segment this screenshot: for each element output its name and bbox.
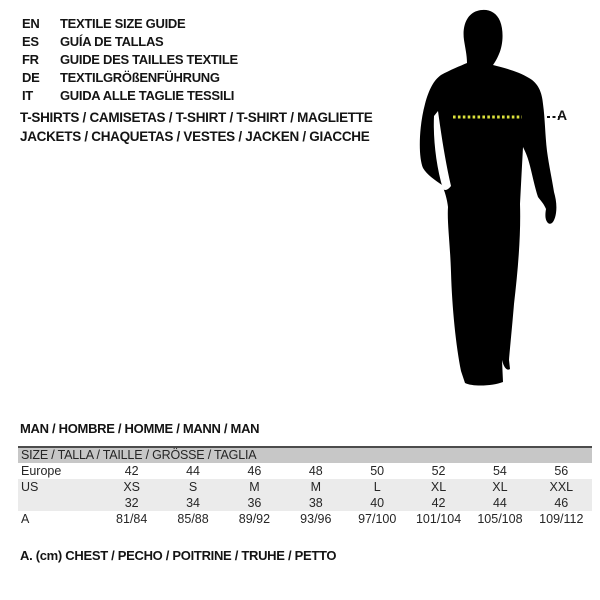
size-cell: 42: [431, 496, 446, 510]
table-row-us: [18, 479, 592, 495]
table-row-us-numeric: [18, 495, 592, 511]
size-cell: XL: [492, 480, 508, 494]
row-label: A: [21, 512, 30, 526]
language-row: [22, 86, 238, 104]
size-table-header: SIZE / TALLA / TAILLE / GRÖSSE / TAGLIA: [18, 448, 592, 463]
size-cell: XS: [123, 480, 141, 494]
language-title: TEXTILE SIZE GUIDE: [60, 15, 186, 31]
size-cell: 105/108: [477, 512, 523, 526]
language-row: [22, 68, 238, 86]
size-cell: 36: [247, 496, 262, 510]
measure-label-a: A: [557, 107, 568, 123]
section-title-man: MAN / HOMBRE / HOMME / MANN / MAN: [20, 421, 260, 436]
size-cell: 56: [554, 464, 569, 478]
language-row: [22, 50, 238, 68]
language-code: DE: [22, 69, 40, 85]
size-cell: 85/88: [177, 512, 209, 526]
category-line-tshirts: T-SHIRTS / CAMISETAS / T-SHIRT / T-SHIRT / MAGLIETTE: [20, 110, 373, 125]
size-cell: 89/92: [238, 512, 271, 526]
language-title: GUÍA DE TALLAS: [60, 33, 164, 49]
man-silhouette-svg: [415, 8, 565, 388]
size-cell: 50: [370, 464, 385, 478]
size-cell: 40: [370, 496, 385, 510]
size-cell: 46: [554, 496, 569, 510]
language-title: TEXTILGRÖßENFÜHRUNG: [60, 69, 220, 85]
language-row: [22, 32, 238, 50]
size-cell: 38: [308, 496, 323, 510]
size-cell: XXL: [549, 480, 574, 494]
size-table: [18, 446, 592, 527]
language-list: [22, 14, 238, 104]
size-cell: M: [310, 480, 322, 494]
size-cell: 93/96: [300, 512, 332, 526]
size-cell: 54: [492, 464, 507, 478]
language-code: FR: [22, 51, 39, 67]
table-row-chest-a: [18, 511, 592, 527]
man-silhouette: [420, 10, 557, 386]
language-title: GUIDE DES TAILLES TEXTILE: [60, 51, 238, 67]
language-row: [22, 14, 238, 32]
size-cell: 109/112: [539, 512, 584, 526]
language-title: GUIDA ALLE TAGLIE TESSILI: [60, 87, 235, 103]
size-cell: 48: [308, 464, 323, 478]
size-cell: 52: [431, 464, 446, 478]
man-silhouette-figure: [415, 8, 565, 388]
category-line-jackets: JACKETS / CHAQUETAS / VESTES / JACKEN / GIACCHE: [20, 129, 370, 144]
size-cell: XL: [430, 480, 447, 494]
category-list: [20, 108, 372, 146]
language-code: IT: [22, 87, 33, 103]
size-cell: 32: [124, 496, 139, 510]
size-cell: 44: [186, 464, 201, 478]
size-cell: S: [188, 480, 198, 494]
row-label: [18, 495, 101, 511]
language-code: ES: [22, 33, 39, 49]
size-cell: 44: [492, 496, 507, 510]
table-row-europe: [18, 463, 592, 479]
size-cell: 81/84: [116, 512, 148, 526]
row-label: US: [21, 480, 39, 494]
size-cell: M: [249, 480, 260, 494]
footnote-chest: A. (cm) CHEST / PECHO / POITRINE / TRUHE / PETTO: [20, 548, 337, 563]
row-label: Europe: [21, 464, 62, 478]
language-code: EN: [22, 15, 40, 31]
size-cell: 46: [247, 464, 262, 478]
size-cell: L: [373, 480, 381, 494]
size-cell: 101/104: [415, 512, 462, 526]
size-cell: 42: [124, 464, 139, 478]
size-cell: 97/100: [358, 512, 397, 526]
size-cell: 34: [186, 496, 201, 510]
